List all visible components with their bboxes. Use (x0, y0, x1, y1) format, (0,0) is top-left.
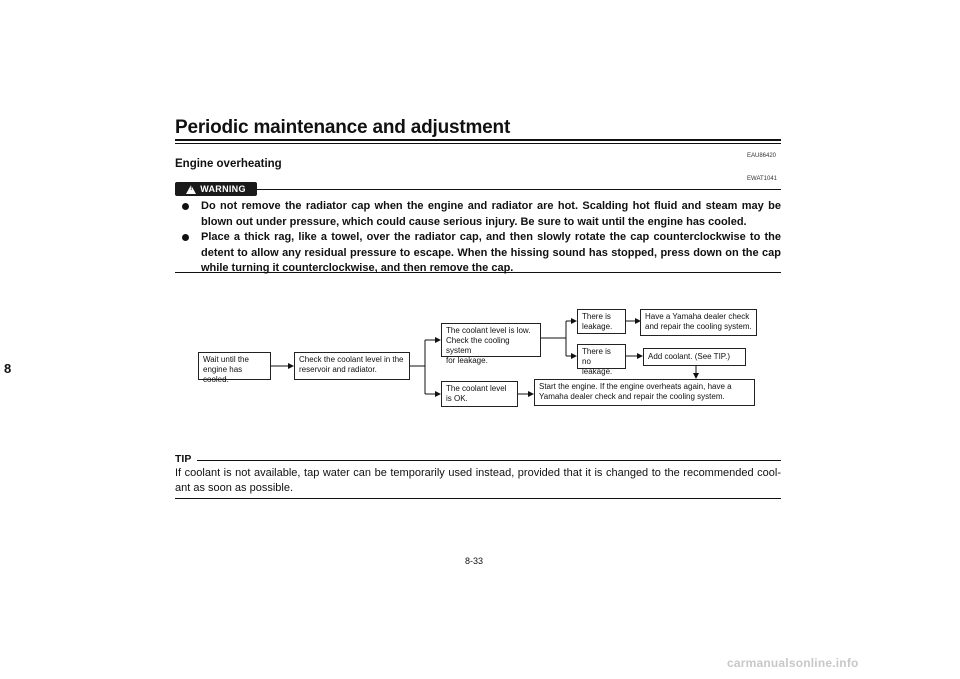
flow-box-level-low: The coolant level is low. Check the cooling system for leakage. (441, 323, 541, 357)
warning-icon: ! (186, 185, 196, 194)
flow-box-dealer-check: Have a Yamaha dealer check and repair the cooling system. (640, 309, 757, 336)
flow-box-add-coolant: Add coolant. (See TIP.) (643, 348, 746, 366)
section-heading: Engine overheating (175, 158, 282, 170)
page-number: 8-33 (465, 556, 484, 566)
chapter-number: 8 (4, 361, 12, 376)
flow-box-leakage: There is leakage. (577, 309, 626, 334)
flow-box-start-engine: Start the engine. If the engine overheats again, have a Yamaha dealer check and repair the cooling system. (534, 379, 755, 406)
warning-item-text: Place a thick rag, like a towel, over the radiator cap, and then slowly rotate the cap counterclockwise to the detent to allow any residual pressure to escape. When the hissing sound has stopped, press down on the cap while turning it counterclockwise, and then remove the cap. (201, 231, 781, 274)
tip-text: If coolant is not available, tap water can be temporarily used instead, provided that it is changed to the recommended cool-ant as soon as possible. (175, 467, 781, 494)
flow-box-wait: Wait until the engine has cooled. (198, 352, 271, 380)
flow-box-check-level: Check the coolant level in the reservoir and radiator. (294, 352, 410, 380)
tip-end-rule (175, 498, 781, 499)
warning-code: EWAT1041 (747, 176, 778, 182)
section-code: EAU86420 (747, 153, 777, 159)
warning-item-text: Do not remove the radiator cap when the engine and radiator are hot. Scalding hot fluid and steam may be blown out under pressure, which could cause serious injury. Be sure to wait until the engine has cooled. (201, 200, 781, 228)
flow-box-level-ok: The coolant level is OK. (441, 381, 518, 407)
warning-label: WARNING (200, 184, 246, 194)
tip-rule (197, 460, 781, 461)
watermark: carmanualsonline.info (727, 656, 859, 670)
page-title: Periodic maintenance and adjustment (175, 117, 511, 138)
tip-label: TIP (175, 453, 192, 465)
flow-box-no-leakage: There is no leakage. (577, 344, 626, 369)
